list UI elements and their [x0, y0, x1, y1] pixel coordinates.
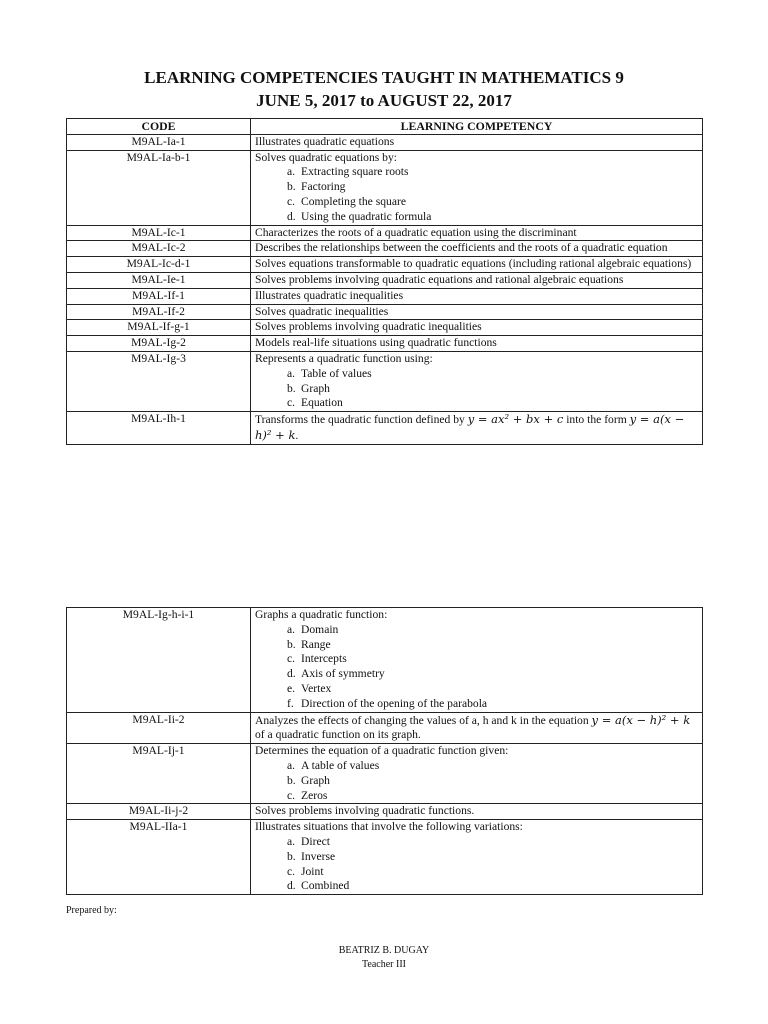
sub-item-text: Joint [301, 864, 324, 878]
sub-item-marker: b. [287, 381, 296, 395]
competency-code: M9AL-Ic-1 [67, 225, 251, 241]
table-row [67, 351, 703, 411]
prepared-by-label: Prepared by: [66, 905, 117, 916]
competency-code: M9AL-Ii-2 [67, 712, 251, 744]
sub-item-marker: d. [287, 879, 296, 893]
competency-code: M9AL-Ii-j-2 [67, 804, 251, 820]
sub-item [287, 180, 698, 195]
competency-table-part-2 [66, 607, 703, 895]
table-row [67, 320, 703, 336]
table-row [67, 288, 703, 304]
competency-text: Analyzes the effects of changing the values of a, h and k in the equation [255, 713, 592, 727]
sub-item-text: Intercepts [301, 652, 347, 666]
competency-code: M9AL-If-g-1 [67, 320, 251, 336]
table-row [67, 241, 703, 257]
table-row [67, 804, 703, 820]
sub-item-text: Axis of symmetry [301, 667, 385, 681]
sub-item [287, 759, 698, 774]
sub-item-marker: b. [287, 773, 296, 787]
table-row [67, 225, 703, 241]
sub-item [287, 835, 698, 850]
competency-text: Models real-life situations using quadratic functions [251, 336, 703, 352]
sub-item-marker: a. [287, 834, 296, 848]
competency-cell [251, 150, 703, 225]
equation-vertex-form: y = a(x − h)² + k [255, 412, 685, 442]
table-row [67, 257, 703, 273]
competency-code: M9AL-Ic-2 [67, 241, 251, 257]
code-column-header: CODE [67, 119, 251, 135]
competency-text: of a quadratic function on its graph. [255, 728, 421, 742]
sub-item-text: Combined [301, 879, 350, 893]
sub-item-text: Graph [301, 773, 330, 787]
table-row [67, 608, 703, 713]
competency-code: M9AL-Ig-2 [67, 336, 251, 352]
sub-item [287, 789, 698, 804]
competency-cell [251, 412, 703, 445]
competency-code: M9AL-Ia-1 [67, 134, 251, 150]
sub-item-text: A table of values [301, 758, 380, 772]
competency-cell [251, 608, 703, 713]
sub-item [287, 774, 698, 789]
table-header-row [67, 119, 703, 135]
competency-text: into the form [563, 413, 630, 427]
table-row [67, 150, 703, 225]
equation-standard-form: y = ax² + bx + c [467, 412, 564, 427]
competency-cell [251, 351, 703, 411]
competency-text: Solves equations transformable to quadratic equations (including rational algebraic equations) [251, 257, 703, 273]
sub-item-marker: b. [287, 180, 296, 194]
competency-code: M9AL-Ie-1 [67, 272, 251, 288]
sub-item [287, 165, 698, 180]
sub-item [287, 367, 698, 382]
sub-item [287, 210, 698, 225]
competency-code: M9AL-Ij-1 [67, 744, 251, 804]
competency-code: M9AL-If-2 [67, 304, 251, 320]
sub-item-text: Completing the square [301, 194, 406, 208]
competency-text: Illustrates quadratic inequalities [251, 288, 703, 304]
sub-item [287, 638, 698, 653]
sub-item-marker: c. [287, 652, 296, 666]
competency-text: Solves problems involving quadratic inequalities [251, 320, 703, 336]
sub-item [287, 850, 698, 865]
sub-item [287, 697, 698, 712]
table-row [67, 304, 703, 320]
competency-code: M9AL-If-1 [67, 288, 251, 304]
sub-item-marker: f. [287, 696, 294, 710]
competency-cell [251, 712, 703, 744]
sub-item-text: Direct [301, 834, 330, 848]
sub-item-text: Graph [301, 381, 330, 395]
competency-code: M9AL-IIa-1 [67, 820, 251, 895]
signatory-name: BEATRIZ B. DUGAY [338, 945, 430, 956]
competency-text: . [295, 428, 299, 442]
competency-table-part-1 [66, 118, 703, 445]
sub-item-list [255, 165, 698, 224]
competency-text: Illustrates quadratic equations [251, 134, 703, 150]
signatory-role: Teacher III [362, 959, 406, 970]
sub-item-marker: d. [287, 667, 296, 681]
sub-item-text: Inverse [301, 849, 336, 863]
sub-item-text: Range [301, 637, 331, 651]
competency-text: Describes the relationships between the coefficients and the roots of a quadratic equation [251, 241, 703, 257]
sub-item-marker: a. [287, 165, 296, 179]
competency-text: Solves quadratic equations by: [255, 150, 397, 164]
sub-item-marker: a. [287, 366, 296, 380]
competency-cell [251, 820, 703, 895]
competency-text: Graphs a quadratic function: [255, 608, 388, 621]
sub-item-list [255, 759, 698, 803]
competency-code: M9AL-Ia-b-1 [67, 150, 251, 225]
competency-text: Solves problems involving quadratic functions. [251, 804, 703, 820]
sub-item-text: Table of values [301, 366, 372, 380]
sub-item [287, 879, 698, 894]
sub-item-text: Factoring [301, 180, 346, 194]
competency-text: Solves quadratic inequalities [251, 304, 703, 320]
sub-item [287, 195, 698, 210]
document-date-range: JUNE 5, 2017 to AUGUST 22, 2017 [256, 91, 512, 110]
sub-item-text: Domain [301, 622, 339, 636]
sub-item-text: Using the quadratic formula [301, 209, 432, 223]
sub-item-text: Vertex [301, 681, 332, 695]
table-row [67, 412, 703, 445]
competency-text: Solves problems involving quadratic equations and rational algebraic equations [251, 272, 703, 288]
document-title: LEARNING COMPETENCIES TAUGHT IN MATHEMATICS 9 [144, 68, 624, 87]
sub-item-marker: d. [287, 209, 296, 223]
sub-item [287, 652, 698, 667]
competency-code: M9AL-Ig-h-i-1 [67, 608, 251, 713]
competency-text: Determines the equation of a quadratic function given: [255, 744, 509, 758]
sub-item-marker: c. [287, 788, 296, 802]
competency-text: Characterizes the roots of a quadratic equation using the discriminant [251, 225, 703, 241]
table-row [67, 744, 703, 804]
table-row [67, 336, 703, 352]
table-row [67, 134, 703, 150]
competency-text: Transforms the quadratic function defined by [255, 413, 468, 427]
sub-item-text: Equation [301, 396, 343, 410]
sub-item-marker: c. [287, 194, 296, 208]
competency-text: Represents a quadratic function using: [255, 351, 433, 365]
competency-column-header: LEARNING COMPETENCY [251, 119, 703, 135]
sub-item-marker: e. [287, 681, 296, 695]
sub-item [287, 396, 698, 411]
sub-item-marker: a. [287, 758, 296, 772]
table-row [67, 820, 703, 895]
sub-item [287, 623, 698, 638]
sub-item-marker: b. [287, 849, 296, 863]
competency-code: M9AL-Ih-1 [67, 412, 251, 445]
sub-item-text: Extracting square roots [301, 165, 409, 179]
sub-item-list [255, 835, 698, 894]
sub-item [287, 667, 698, 682]
sub-item-marker: c. [287, 396, 296, 410]
sub-item-marker: b. [287, 637, 296, 651]
sub-item-text: Direction of the opening of the parabola [301, 696, 488, 710]
table-row [67, 712, 703, 744]
table-row [67, 272, 703, 288]
sub-item-list [255, 367, 698, 411]
competency-code: M9AL-Ig-3 [67, 351, 251, 411]
sub-item-marker: a. [287, 622, 296, 636]
sub-item-text: Zeros [301, 788, 328, 802]
sub-item-marker: c. [287, 864, 296, 878]
competency-text: Illustrates situations that involve the following variations: [255, 820, 523, 834]
sub-item [287, 382, 698, 397]
sub-item [287, 865, 698, 880]
sub-item-list [255, 623, 698, 712]
competency-cell [251, 744, 703, 804]
sub-item [287, 682, 698, 697]
competency-code: M9AL-Ic-d-1 [67, 257, 251, 273]
equation-vertex-form: y = a(x − h)² + k [591, 712, 691, 727]
